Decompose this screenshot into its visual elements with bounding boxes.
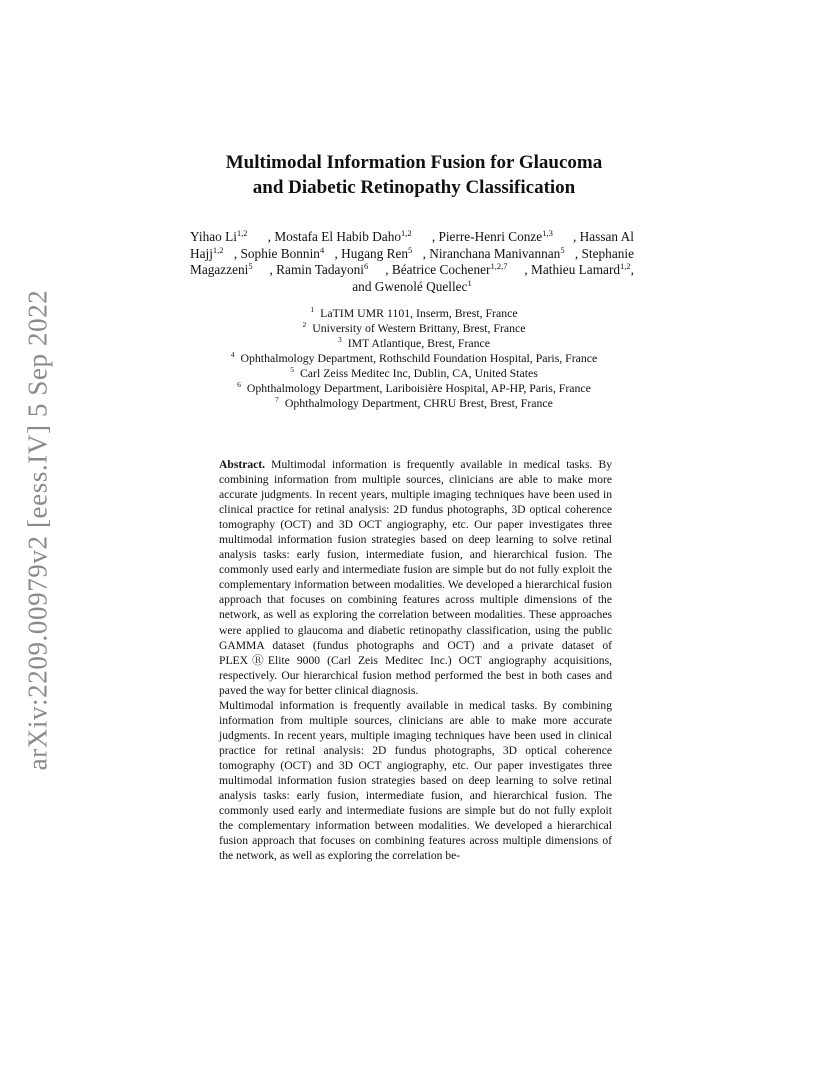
title-line-1: Multimodal Information Fusion for Glaucoma	[225, 152, 603, 173]
affiliation-list	[0, 306, 828, 411]
affiliation: $^2$ University of Western Brittany, Brest, France	[302, 320, 526, 335]
affiliation: $^4$ Ophthalmology Department, Rothschild Foundation Hospital, Paris, France	[230, 350, 598, 365]
author-name: , Mostafa El Habib Daho$^{1,2}$	[267, 228, 412, 244]
author-line-1	[190, 229, 634, 246]
author-line-4	[190, 279, 634, 296]
author-name: , Niranchana Manivannan$^5$	[422, 244, 565, 261]
author-name: Hajj$^{1,2}$	[190, 244, 224, 261]
author-line-3	[190, 262, 634, 279]
author-name: , Sophie Bonnin$^4$	[233, 244, 325, 261]
author-name: , Ramin Tadayoni$^6$	[269, 261, 369, 277]
author-name: , Pierre-Henri Conze$^{1,3}$	[431, 228, 553, 244]
affiliation: $^7$ Ophthalmology Department, CHRU Brest, Brest, France	[275, 395, 553, 410]
author-name: Yihao Li$^{1,2}$	[190, 228, 248, 244]
author-line-2	[190, 246, 634, 263]
author-name: , Hugang Ren$^5$	[334, 244, 413, 261]
affiliation: $^6$ Ophthalmology Department, Lariboisière Hospital, AP-HP, Paris, France	[237, 380, 591, 395]
abstract	[219, 457, 612, 863]
abstract-paragraph-1: Abstract. Multimodal information is frequently available in medical tasks. By combining information from multiple sources, clinicians are able to make more accurate judgments. In recent years, multiple imaging techniques have been used in clinical practice for retinal analysis: 2D fundus photographs, 3D optical coherence tomography (OCT) and 3D OCT angiography, etc. Our paper investigates three multimodal information fusion strategies based on deep learning to solve retinal analysis tasks: early fusion, intermediate fusion, and hierarchical fusion. The commonly used early and intermediate fusion are simple but do not fully exploit the complementary information between modalities. We developed a hierarchical fusion approach that focuses on combining features across multiple dimensions of the network, as well as exploring the correlation between modalities. These approaches were applied to glaucoma and diabetic retinopathy classification, using the public GAMMA dataset (fundus photographs and OCT) and a private dataset of PLEXⓇElite 9000 (Carl Zeis Meditec Inc.) OCT angiography acquisitions, respectively. Our hierarchical fusion method performed the best in both cases and paved the way for better clinical diagnosis.	[219, 458, 612, 697]
abstract-label: Abstract.	[219, 458, 266, 471]
author-name: , Stephanie	[574, 245, 634, 261]
author-name: , Béatrice Cochener$^{1,2,7}$	[385, 261, 508, 277]
affiliation: $^5$ Carl Zeiss Meditec Inc, Dublin, CA, United States	[290, 365, 538, 380]
author-name: Magazzeni$^5$	[190, 261, 253, 277]
paper-title	[0, 150, 828, 200]
title-line-2: and Diabetic Retinopathy Classification	[252, 177, 576, 198]
author-name: , Mathieu Lamard$^{1,2}$,	[524, 261, 634, 277]
author-name: , Hassan Al	[573, 229, 634, 244]
arxiv-id: arXiv:2209.00979v2 [eess.IV] 5 Sep 2022	[22, 289, 53, 771]
affiliation: $^3$ IMT Atlantique, Brest, France	[337, 335, 491, 350]
author-list	[190, 229, 634, 295]
author-name: and Gwenolé Quellec$^1$	[352, 277, 472, 294]
affiliation: $^1$ LaTIM UMR 1101, Inserm, Brest, France	[310, 305, 518, 320]
abstract-paragraph-2: Multimodal information is frequently available in medical tasks. By combining information from multiple sources, clinicians are able to make more accurate judgments. In recent years, multiple imaging techniques have been used in clinical practice for retinal analysis: 2D fundus photographs, 3D optical coherence tomography (OCT) and 3D OCT angiography, etc. Our paper investigates three multimodal information fusion strategies based on deep learning to solve retinal analysis tasks: early fusion, intermediate fusion, and hierarchical fusion. The commonly used early and intermediate fusions are simple but do not fully exploit the complementary information between modalities. We developed a hierarchical fusion approach that focuses on combining features across multiple dimensions of the network, as well as exploring the correlation be-	[219, 698, 612, 863]
